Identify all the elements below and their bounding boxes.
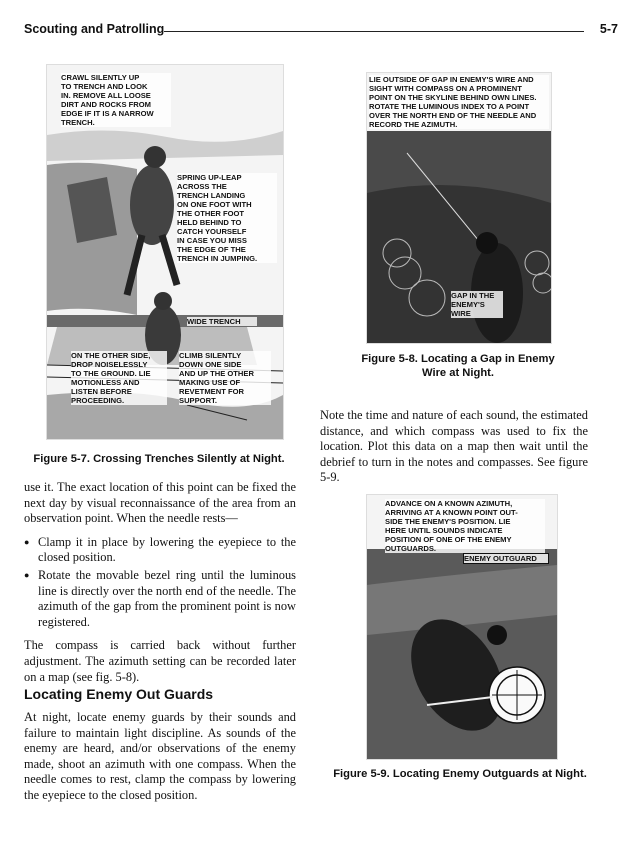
label-wide-trench: WIDE TRENCH: [187, 317, 257, 326]
label-other-side: ON THE OTHER SIDE, DROP NOISELESSLY TO THE GROUND. LIE MOTIONLESS AND LISTEN BEFORE PROCEEDING.: [71, 351, 167, 405]
figure-5-8-caption: Figure 5-8. Locating a Gap in Enemy Wire at Night.: [361, 353, 555, 379]
paragraph-carried-back: The compass is carried back without further adjustment. The azimuth setting can be recorded later on a map (see fig. 5-8).: [24, 638, 296, 684]
bullet-item-clamp: ● Clamp it in place by lowering the eyepiece to the closed position.: [24, 535, 296, 566]
header-rule: [164, 31, 584, 32]
right-body-text: Note the time and nature of each sound, the estimated distance, and which compass was used to fix the location. Plot this data on a map then wait until the debrief to turn in the notes and compasses. See figure 5-9.: [320, 408, 588, 485]
bullet-list: [24, 535, 296, 631]
section-heading: Locating Enemy Out Guards: [24, 686, 214, 702]
left-body-text: [24, 480, 296, 693]
paragraph-locate-guards: At night, locate enemy guards by their sounds and failure to maintain light discipline. As sounds of the enemy are heard, and/or observations of the enemy made, shoot an azimuth with one compass. When the needle comes to rest, clamp the compass by lowering the eyepiece to the closed position.: [24, 710, 296, 802]
figure-5-9-caption: Figure 5-9. Locating Enemy Outguards at Night.: [333, 768, 587, 780]
label-spring: SPRING UP-LEAP ACROSS THE TRENCH LANDING ON ONE FOOT WITH THE OTHER FOOT HELD BEHIND TO CATCH YOURSELF IN CASE YOU MISS THE EDGE OF THE TRENCH IN JUMPING.: [177, 173, 277, 263]
label-gap-instruction: LIE OUTSIDE OF GAP IN ENEMY'S WIRE AND SIGHT WITH COMPASS ON A PROMINENT POINT ON THE SKYLINE BEHIND OWN LINES. ROTATE THE LUMINOUS INDEX TO A POINT OVER THE NORTH END OF THE NEEDLE AND RECORD THE AZIMUTH.: [369, 75, 549, 129]
bullet-item-rotate: ● Rotate the movable bezel ring until the luminous line is directly over the north end of the needle. The azimuth of the gap from the prominent point is now registered.: [24, 568, 296, 630]
page-header: [24, 22, 618, 40]
label-outguard-instruction: ADVANCE ON A KNOWN AZIMUTH, ARRIVING AT A KNOWN POINT OUT- SIDE THE ENEMY'S POSITION. LIE HERE UNTIL SOUNDS INDICATE POSITION OF ONE OF THE ENEMY OUTGUARDS.: [385, 499, 545, 553]
figure-5-9-illustration: [366, 494, 558, 760]
page-number: 5-7: [599, 22, 618, 36]
label-gap-in-wire: GAP IN THE ENEMY'S WIRE: [451, 291, 503, 318]
section-title: Scouting and Patrolling: [24, 22, 165, 36]
label-crawl: CRAWL SILENTLY UP TO TRENCH AND LOOK IN. REMOVE ALL LOOSE DIRT AND ROCKS FROM EDGE IF IT IS A NARROW TRENCH.: [61, 73, 171, 127]
figure-5-7-illustration: [46, 64, 284, 440]
figure-5-8-illustration: [366, 72, 552, 344]
label-climb: CLIMB SILENTLY DOWN ONE SIDE AND UP THE OTHER MAKING USE OF REVETMENT FOR SUPPORT.: [179, 351, 271, 405]
figure-5-7-caption: Figure 5-7. Crossing Trenches Silently at Night.: [33, 453, 285, 465]
label-enemy-outguard: ENEMY OUTGUARD: [463, 553, 549, 564]
paragraph-needle-rests: use it. The exact location of this point can be fixed the next day by visual reconnaissance of the area from an observation point. When the needle rests—: [24, 480, 296, 526]
